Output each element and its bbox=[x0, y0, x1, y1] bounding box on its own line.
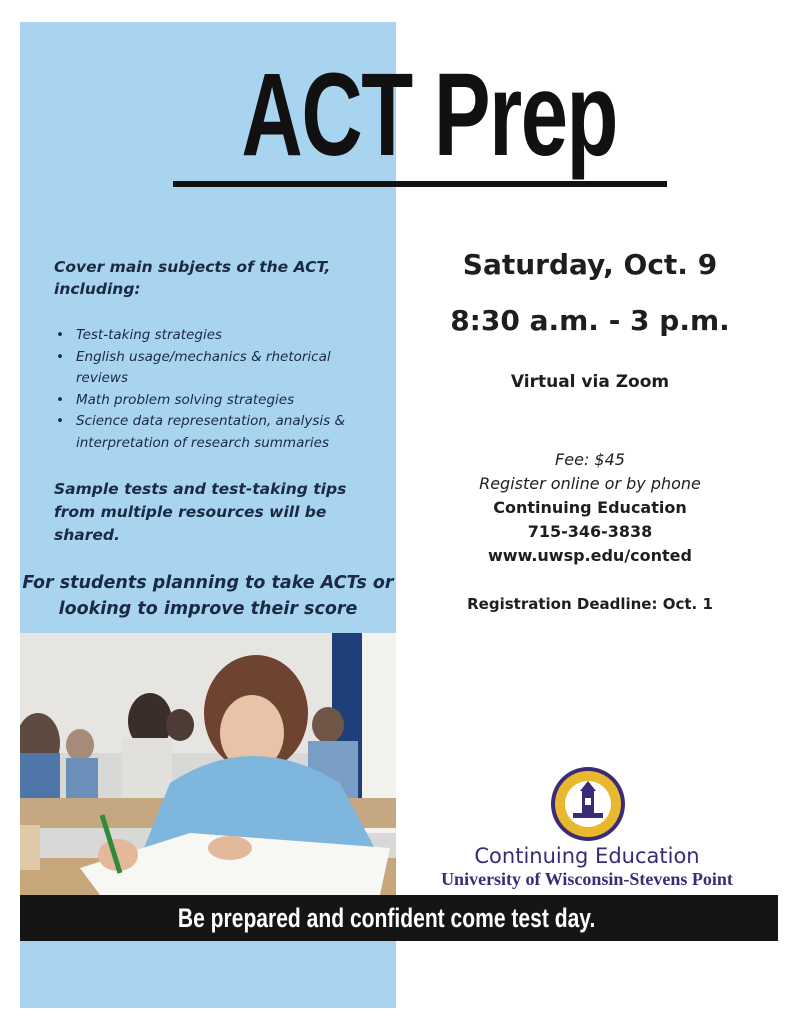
registration-deadline: Registration Deadline: Oct. 1 bbox=[467, 595, 713, 613]
list-item: • English usage/mechanics & rhetorical reviews bbox=[56, 347, 376, 390]
subjects-list bbox=[56, 325, 376, 454]
tagline-banner bbox=[20, 895, 778, 941]
list-item: • Test-taking strategies bbox=[56, 325, 376, 347]
continuing-education-logo-text: Continuing Education bbox=[474, 844, 700, 868]
registration-info: Register online or by phone bbox=[479, 474, 701, 493]
tagline-text: Be prepared and confident come test day. bbox=[177, 903, 596, 933]
website-link[interactable]: www.uwsp.edu/conted bbox=[488, 546, 692, 565]
university-name: University of Wisconsin-Stevens Point bbox=[441, 869, 733, 889]
contact-phone: 715-346-3838 bbox=[527, 522, 653, 541]
sample-tests-note: Sample tests and test-taking tips from multiple resources will be shared. bbox=[54, 480, 347, 544]
event-date: Saturday, Oct. 9 bbox=[462, 248, 718, 281]
student-test-photo bbox=[20, 633, 396, 895]
list-item: • Math problem solving strategies bbox=[56, 390, 376, 412]
title-underline bbox=[173, 181, 667, 187]
subjects-intro: Cover main subjects of the ACT, including: bbox=[54, 258, 331, 298]
event-venue: Virtual via Zoom bbox=[510, 372, 670, 392]
organization-name: Continuing Education bbox=[493, 498, 687, 517]
event-time: 8:30 a.m. - 3 p.m. bbox=[450, 304, 730, 337]
university-seal-icon bbox=[549, 765, 627, 843]
target-audience: For students planning to take ACTs or looking to improve their score bbox=[22, 573, 394, 619]
list-item: • Science data representation, analysis & interpretation of research summaries bbox=[56, 411, 376, 454]
page-title: ACT Prep bbox=[241, 49, 617, 181]
event-fee: Fee: $45 bbox=[555, 450, 625, 469]
